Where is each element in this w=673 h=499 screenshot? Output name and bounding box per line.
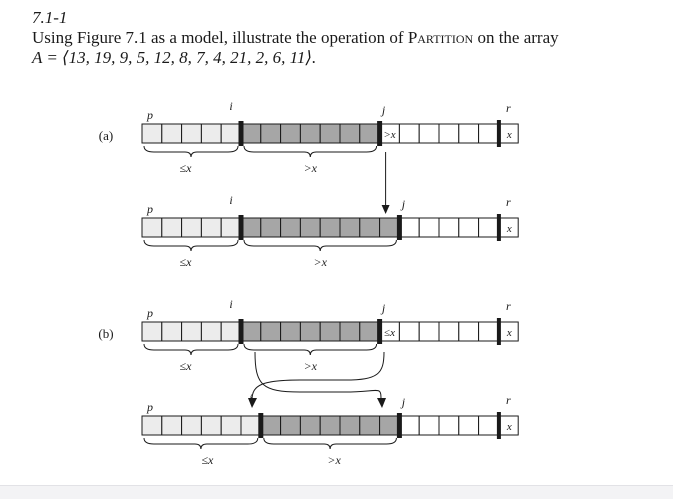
b1-cell-unrestricted — [479, 322, 499, 341]
a2-label-i: i — [229, 193, 233, 207]
b2-cell-gt — [261, 416, 281, 435]
b2-brace-gt — [264, 438, 397, 449]
a2-cell-gt — [340, 218, 360, 237]
b1-cell-le — [201, 322, 221, 341]
array-definition: A = ⟨13, 19, 9, 5, 12, 8, 7, 4, 21, 2, 6, 11⟩. — [32, 48, 317, 67]
a1-cell-unrestricted — [399, 124, 419, 143]
exercise-number: 7.1-1 — [32, 8, 68, 27]
a2-cell-unrestricted — [419, 218, 439, 237]
b2-cell-unrestricted — [399, 416, 419, 435]
a1-current-label: >x — [383, 129, 396, 141]
b1-cell-unrestricted — [459, 322, 479, 341]
a2-cell-gt — [360, 218, 380, 237]
b1-cell-le — [182, 322, 202, 341]
b2-cell-unrestricted — [459, 416, 479, 435]
b2-cell-le — [142, 416, 162, 435]
b1-cell-unrestricted — [419, 322, 439, 341]
a2-cell-le — [162, 218, 182, 237]
b1-cell-gt — [360, 322, 380, 341]
part-a-label: (a) — [98, 128, 114, 143]
b1-pivot-label: x — [506, 327, 512, 339]
b1-label-le: ≤x — [179, 359, 192, 373]
b2-cell-gt — [380, 416, 400, 435]
b2-cell-gt — [281, 416, 301, 435]
b2-cell-gt — [340, 416, 360, 435]
a1-cell-gt — [261, 124, 281, 143]
a1-cell-gt — [340, 124, 360, 143]
a2-cell-gt — [241, 218, 261, 237]
b1-label-r: r — [505, 299, 511, 313]
b1-boundary-r — [497, 318, 501, 345]
a2-brace-le — [144, 240, 238, 251]
problem-text-suffix: on the array — [473, 28, 559, 47]
a1-cell-unrestricted — [439, 124, 459, 143]
procedure-name: Partition — [407, 28, 474, 47]
b1-brace-gt — [244, 344, 377, 355]
b-swap-arrow-right — [255, 352, 381, 400]
b1-cell-le — [162, 322, 182, 341]
b1-label-p: p — [147, 306, 153, 320]
a1-cell-gt — [300, 124, 320, 143]
a1-cell-le — [221, 124, 241, 143]
a1-label-r: r — [505, 101, 511, 115]
b1-cell-gt — [300, 322, 320, 341]
b2-brace-le — [144, 438, 258, 449]
a1-cell-unrestricted — [459, 124, 479, 143]
b2-label-gt: >x — [327, 453, 341, 467]
b1-brace-le — [144, 344, 238, 355]
a2-cell-le — [182, 218, 202, 237]
a2-cell-gt — [300, 218, 320, 237]
b1-cell-gt — [261, 322, 281, 341]
a-move-arrow-head — [382, 205, 390, 214]
a2-brace-gt — [244, 240, 396, 251]
b2-label-p: p — [147, 400, 153, 414]
a1-pivot-label: x — [506, 129, 512, 141]
b2-cell-le — [182, 416, 202, 435]
a1-label-j: j — [381, 103, 386, 117]
a1-label-gt: >x — [303, 161, 318, 175]
a2-cell-gt — [380, 218, 400, 237]
a2-cell-unrestricted — [439, 218, 459, 237]
a1-cell-unrestricted — [479, 124, 499, 143]
b1-label-i: i — [229, 297, 233, 311]
a2-label-gt: >x — [313, 255, 327, 269]
a1-cell-le — [142, 124, 162, 143]
a1-cell-gt — [281, 124, 301, 143]
a1-boundary-j — [377, 121, 382, 146]
b2-cell-le — [241, 416, 261, 435]
a2-cell-gt — [261, 218, 281, 237]
a2-pivot-label: x — [506, 223, 512, 235]
a1-cell-le — [201, 124, 221, 143]
a1-boundary-r — [497, 120, 501, 147]
a2-cell-unrestricted — [459, 218, 479, 237]
b2-cell-le — [162, 416, 182, 435]
b1-cell-le — [142, 322, 162, 341]
b2-cell-le — [221, 416, 241, 435]
b-swap-arrow-left — [252, 352, 384, 400]
a2-label-le: ≤x — [179, 255, 192, 269]
a2-cell-gt — [281, 218, 301, 237]
b2-cell-gt — [360, 416, 380, 435]
b2-label-j: j — [401, 395, 406, 409]
bottom-strip — [0, 485, 673, 499]
a1-cell-gt — [320, 124, 340, 143]
b2-cell-gt — [300, 416, 320, 435]
a2-cell-unrestricted — [399, 218, 419, 237]
b2-cell-unrestricted — [419, 416, 439, 435]
b1-cell-unrestricted — [439, 322, 459, 341]
a1-label-p: p — [147, 108, 153, 122]
b2-cell-gt — [320, 416, 340, 435]
a2-cell-le — [142, 218, 162, 237]
b1-label-j: j — [381, 301, 386, 315]
a2-boundary-i — [239, 215, 244, 240]
b1-cell-gt — [241, 322, 261, 341]
b-swap-arrow-right-head — [377, 398, 386, 408]
b2-label-le: ≤x — [201, 453, 214, 467]
a2-label-r: r — [505, 195, 511, 209]
b2-boundary-i — [258, 413, 263, 438]
a1-label-i: i — [229, 99, 233, 113]
b2-cell-unrestricted — [439, 416, 459, 435]
b1-boundary-j — [377, 319, 382, 344]
problem-text-prefix: Using Figure 7.1 as a model, illustrate the operation of — [32, 28, 408, 47]
b1-cell-le — [221, 322, 241, 341]
part-b-label: (b) — [98, 326, 114, 341]
a1-cell-gt — [360, 124, 380, 143]
b2-cell-unrestricted — [479, 416, 499, 435]
b1-cell-gt — [320, 322, 340, 341]
a1-cell-le — [162, 124, 182, 143]
b1-label-gt: >x — [303, 359, 318, 373]
b2-label-r: r — [505, 393, 511, 407]
b2-cell-le — [201, 416, 221, 435]
a2-cell-gt — [320, 218, 340, 237]
a2-boundary-j — [397, 215, 402, 240]
a1-label-le: ≤x — [179, 161, 192, 175]
a1-cell-gt — [241, 124, 261, 143]
a2-label-p: p — [147, 202, 153, 216]
b2-pivot-label: x — [506, 421, 512, 433]
b1-boundary-i — [239, 319, 244, 344]
a2-cell-le — [221, 218, 241, 237]
a2-cell-unrestricted — [479, 218, 499, 237]
b2-boundary-j — [397, 413, 402, 438]
a1-brace-gt — [244, 146, 377, 157]
b1-cell-gt — [340, 322, 360, 341]
b1-cell-unrestricted — [399, 322, 419, 341]
b2-boundary-r — [497, 412, 501, 439]
a2-cell-le — [201, 218, 221, 237]
a1-cell-unrestricted — [419, 124, 439, 143]
b1-cell-gt — [281, 322, 301, 341]
b1-current-label: ≤x — [384, 327, 395, 339]
a1-boundary-i — [239, 121, 244, 146]
a2-label-j: j — [401, 197, 406, 211]
a2-boundary-r — [497, 214, 501, 241]
a1-cell-le — [182, 124, 202, 143]
a1-brace-le — [144, 146, 238, 157]
